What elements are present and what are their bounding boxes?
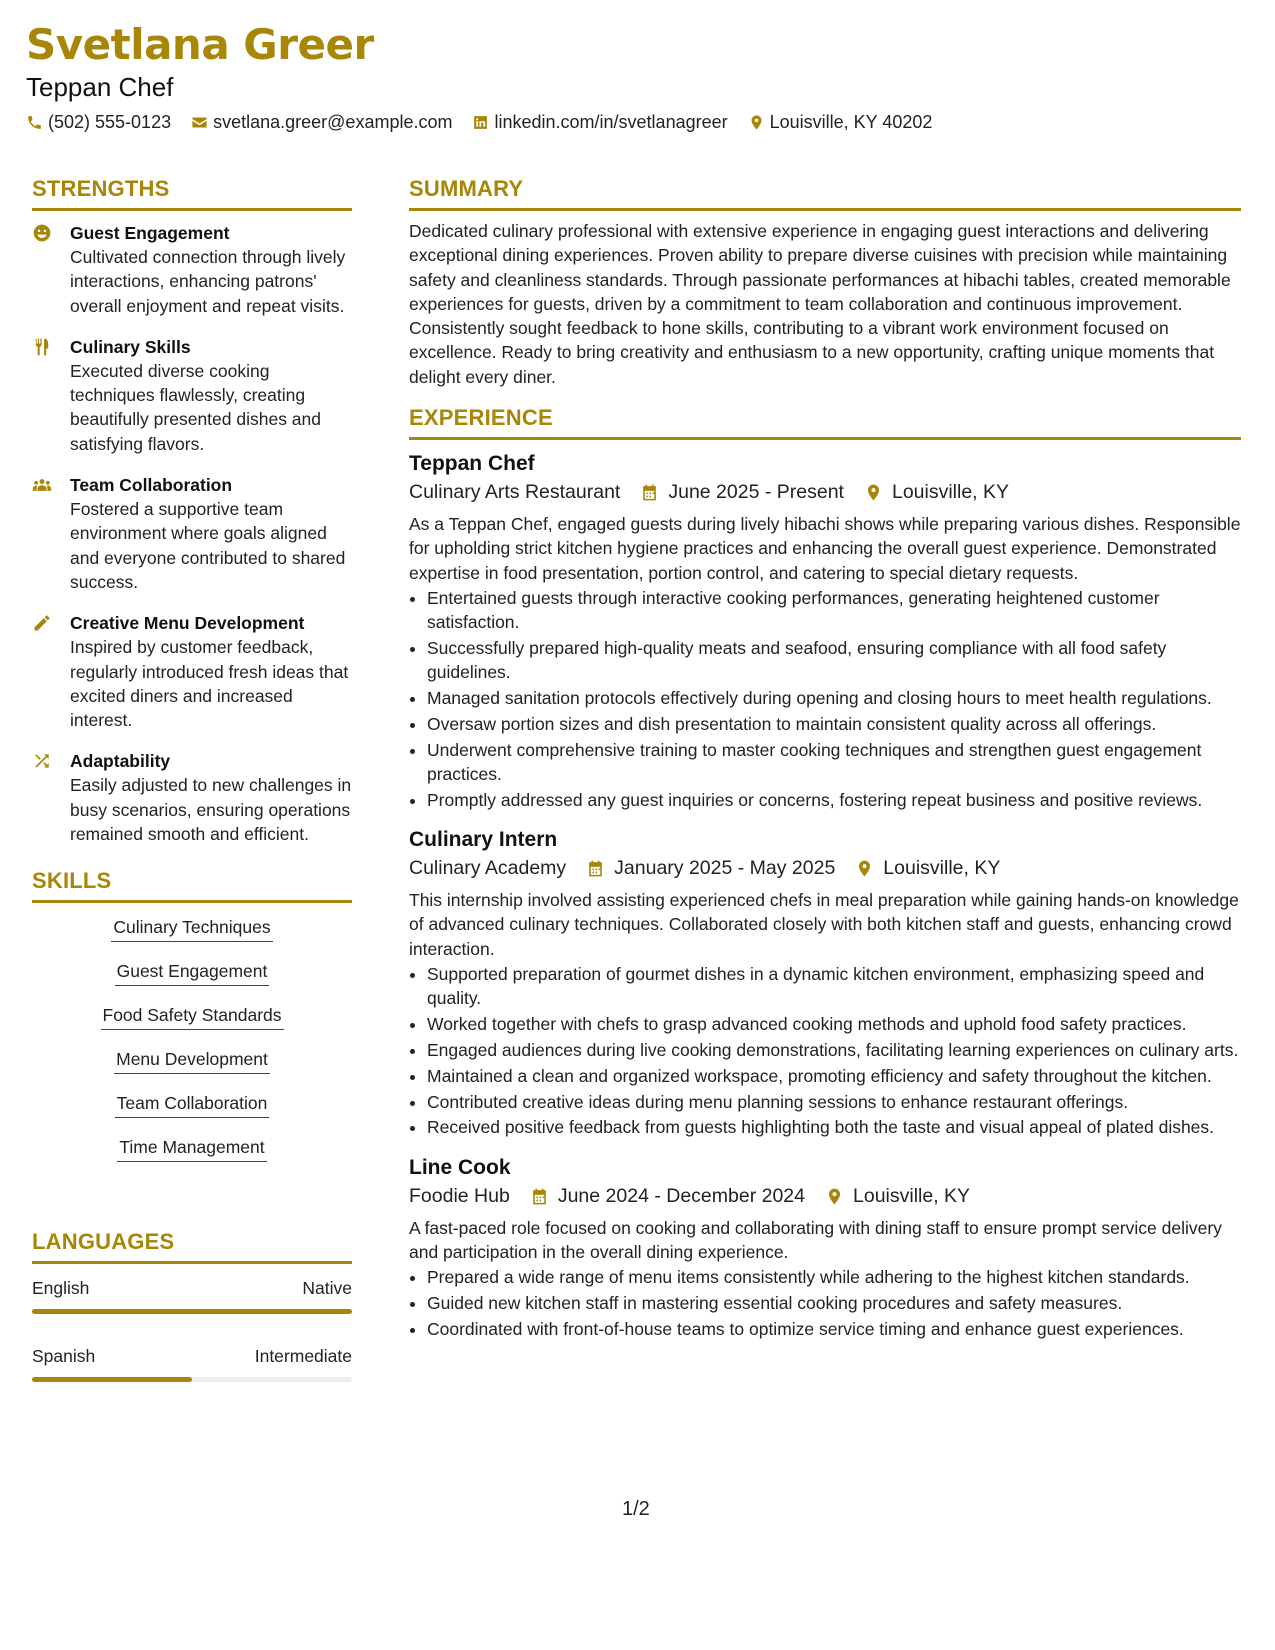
strength-item <box>32 749 352 846</box>
skill-item: Team Collaboration <box>115 1089 270 1118</box>
experience-section <box>409 405 1241 1341</box>
job-meta <box>409 857 1241 880</box>
strength-desc: Easily adjusted to new challenges in busy scenarios, ensuring operations remained smooth and efficient. <box>70 775 352 845</box>
language-name: Spanish <box>32 1346 96 1367</box>
candidate-name: Svetlana Greer <box>26 20 374 69</box>
strength-item <box>32 473 352 594</box>
job-list <box>409 450 1241 1341</box>
strength-item <box>32 611 352 732</box>
job-meta <box>409 481 1241 504</box>
strength-title: Team Collaboration <box>70 475 233 496</box>
job-location: Louisville, KY <box>891 481 1010 504</box>
skill-item: Guest Engagement <box>115 957 270 986</box>
job-bullet: • Successfully prepared high-quality meats and seafood, ensuring compliance with all food safety guidelines. <box>427 636 1241 685</box>
utensils-icon <box>32 337 52 357</box>
calendar-icon <box>530 1187 549 1206</box>
candidate-title: Teppan Chef <box>26 72 174 103</box>
summary-text: Dedicated culinary professional with extensive experience in engaging guest interactions and delivering exceptional dining experiences. Proven ability to prepare diverse cuisines with precision while maintaining safety and cleanliness standards. Through passionate performances at hibachi tables, created memorable experiences for guests, driven by a commitment to team collaboration and continuous improvement. Consistently sought feedback to hone skills, contributing to a vibrant work environment focused on excellence. Ready to bring creativity and enthusiasm to a new opportunity, crafting unique moments that delight every diner. <box>409 221 1231 387</box>
job-meta <box>409 1185 1241 1208</box>
envelope-icon <box>191 114 208 131</box>
language-item <box>32 1278 352 1314</box>
job-company: Culinary Arts Restaurant <box>409 481 621 504</box>
job-dates: June 2025 - Present <box>668 481 844 504</box>
map-pin-icon <box>864 483 883 502</box>
job-title: Culinary Intern <box>409 828 558 852</box>
strength-title: Guest Engagement <box>70 223 230 243</box>
job-company: Foodie Hub <box>409 1184 510 1207</box>
experience-heading: EXPERIENCE <box>409 405 1241 440</box>
right-column <box>409 176 1241 1355</box>
contact-bar <box>26 112 932 133</box>
pencil-icon <box>32 613 52 633</box>
job-bullet: • Supported preparation of gourmet dishes in a dynamic kitchen environment, emphasizing speed and quality. <box>427 962 1241 1011</box>
skills-heading: SKILLS <box>32 868 352 903</box>
job-bullet: • Worked together with chefs to grasp advanced cooking methods and uphold food safety practices. <box>427 1012 1241 1036</box>
job-bullet: • Prepared a wide range of menu items consistently while adhering to the highest kitchen standards. <box>427 1265 1241 1289</box>
job-description: As a Teppan Chef, engaged guests during lively hibachi shows while preparing various dishes. Responsible for upholding strict kitchen hygiene practices and enhancing the overall guest experience. Demonstrated expertise in food presentation, portion control, and catering to special dietary requests. <box>409 514 1241 583</box>
job-bullet: • Coordinated with front-of-house teams to optimize service timing and enhance guest experiences. <box>427 1317 1241 1341</box>
language-item <box>32 1346 352 1382</box>
job-entry <box>409 1154 1241 1341</box>
job-bullet: • Received positive feedback from guests highlighting both the taste and visual appeal of plated dishes. <box>427 1115 1241 1139</box>
strength-title: Adaptability <box>70 751 171 772</box>
location-text: Louisville, KY 40202 <box>769 112 933 132</box>
job-bullet: • Engaged audiences during live cooking demonstrations, facilitating learning experiences on culinary arts. <box>427 1038 1241 1062</box>
smile-icon <box>32 223 52 243</box>
strengths-section <box>32 176 352 846</box>
map-pin-icon <box>855 859 874 878</box>
contact-location <box>748 112 933 133</box>
job-description: This internship involved assisting experienced chefs in meal preparation while gaining hands-on knowledge of advanced culinary techniques. Collaborated closely with both kitchen staff and guests, enhancing crowd interaction. <box>409 890 1239 959</box>
strength-desc: Fostered a supportive team environment where goals aligned and everyone contributed to shared success. <box>70 499 346 592</box>
languages-section <box>32 1229 352 1382</box>
skills-list <box>32 913 352 1177</box>
job-bullet: • Maintained a clean and organized workspace, promoting efficiency and safety throughout the kitchen. <box>427 1064 1241 1088</box>
language-bar-fill <box>32 1309 352 1314</box>
job-bullet: • Entertained guests through interactive cooking performances, generating heightened customer satisfaction. <box>427 586 1241 635</box>
language-bar-fill <box>32 1377 192 1382</box>
job-bullet: • Promptly addressed any guest inquiries or concerns, fostering repeat business and positive reviews. <box>427 788 1241 812</box>
language-level: Native <box>302 1278 352 1299</box>
linkedin-icon <box>472 114 489 131</box>
job-company: Culinary Academy <box>409 857 567 880</box>
job-title: Teppan Chef <box>409 452 535 476</box>
strengths-heading: STRENGTHS <box>32 176 352 211</box>
job-bullet: • Managed sanitation protocols effectively during opening and closing hours to meet health regulations. <box>427 686 1241 710</box>
skill-item: Menu Development <box>114 1045 270 1074</box>
strength-item <box>32 221 352 318</box>
strength-title: Culinary Skills <box>70 336 191 357</box>
page-number: 1/2 <box>622 1498 650 1520</box>
strength-title: Creative Menu Development <box>70 613 305 634</box>
language-level: Intermediate <box>254 1346 352 1367</box>
skill-item: Time Management <box>117 1133 266 1162</box>
job-bullet: • Underwent comprehensive training to master cooking techniques and strengthen guest engagement practices. <box>427 738 1241 787</box>
job-bullets <box>409 1265 1241 1341</box>
job-bullet: • Oversaw portion sizes and dish presentation to maintain consistent quality across all offerings. <box>427 712 1241 736</box>
job-description: A fast-paced role focused on cooking and collaborating with dining staff to ensure prompt service delivery and participation in the overall dining experience. <box>409 1217 1222 1262</box>
job-location: Louisville, KY <box>883 857 1001 880</box>
skill-item: Food Safety Standards <box>101 1001 284 1030</box>
users-icon <box>32 475 52 495</box>
skills-section <box>32 868 352 1177</box>
job-title: Line Cook <box>409 1155 511 1179</box>
job-bullet: • Guided new kitchen staff in mastering essential cooking procedures and safety measures. <box>427 1291 1241 1315</box>
job-bullets <box>409 586 1241 812</box>
contact-email[interactable] <box>191 112 452 133</box>
linkedin-text[interactable]: linkedin.com/in/svetlanagreer <box>494 112 728 132</box>
job-location: Louisville, KY <box>853 1184 971 1207</box>
phone-text: (502) 555-0123 <box>48 112 172 132</box>
language-name: English <box>32 1278 90 1299</box>
job-entry <box>409 826 1241 1139</box>
language-bar <box>32 1377 352 1382</box>
calendar-icon <box>586 859 605 878</box>
job-bullets <box>409 962 1241 1140</box>
strength-desc: Inspired by customer feedback, regularly introduced fresh ideas that excited diners and increased interest. <box>70 637 349 731</box>
map-pin-icon <box>825 1187 844 1206</box>
strength-desc: Cultivated connection through lively interactions, enhancing patrons' overall enjoyment and repeat visits. <box>70 247 346 316</box>
strength-item <box>32 335 352 456</box>
job-dates: January 2025 - May 2025 <box>614 857 836 880</box>
email-text[interactable]: svetlana.greer@example.com <box>213 112 453 132</box>
job-bullet: • Contributed creative ideas during menu planning sessions to enhance restaurant offerings. <box>427 1090 1241 1114</box>
summary-heading: SUMMARY <box>409 176 1241 211</box>
calendar-icon <box>640 483 659 502</box>
resume-header <box>26 22 374 103</box>
strength-desc: Executed diverse cooking techniques flawlessly, creating beautifully presented dishes and satisfying flavors. <box>70 360 322 454</box>
languages-heading: LANGUAGES <box>32 1229 352 1264</box>
left-column <box>32 176 352 1382</box>
summary-section <box>409 176 1241 389</box>
map-pin-icon <box>748 114 765 131</box>
contact-phone <box>26 112 171 133</box>
job-entry <box>409 450 1241 812</box>
contact-linkedin[interactable] <box>472 112 727 133</box>
phone-icon <box>26 114 43 131</box>
job-dates: June 2024 - December 2024 <box>557 1184 805 1207</box>
skill-item: Culinary Techniques <box>111 913 272 942</box>
shuffle-icon <box>32 751 52 771</box>
language-bar <box>32 1309 352 1314</box>
